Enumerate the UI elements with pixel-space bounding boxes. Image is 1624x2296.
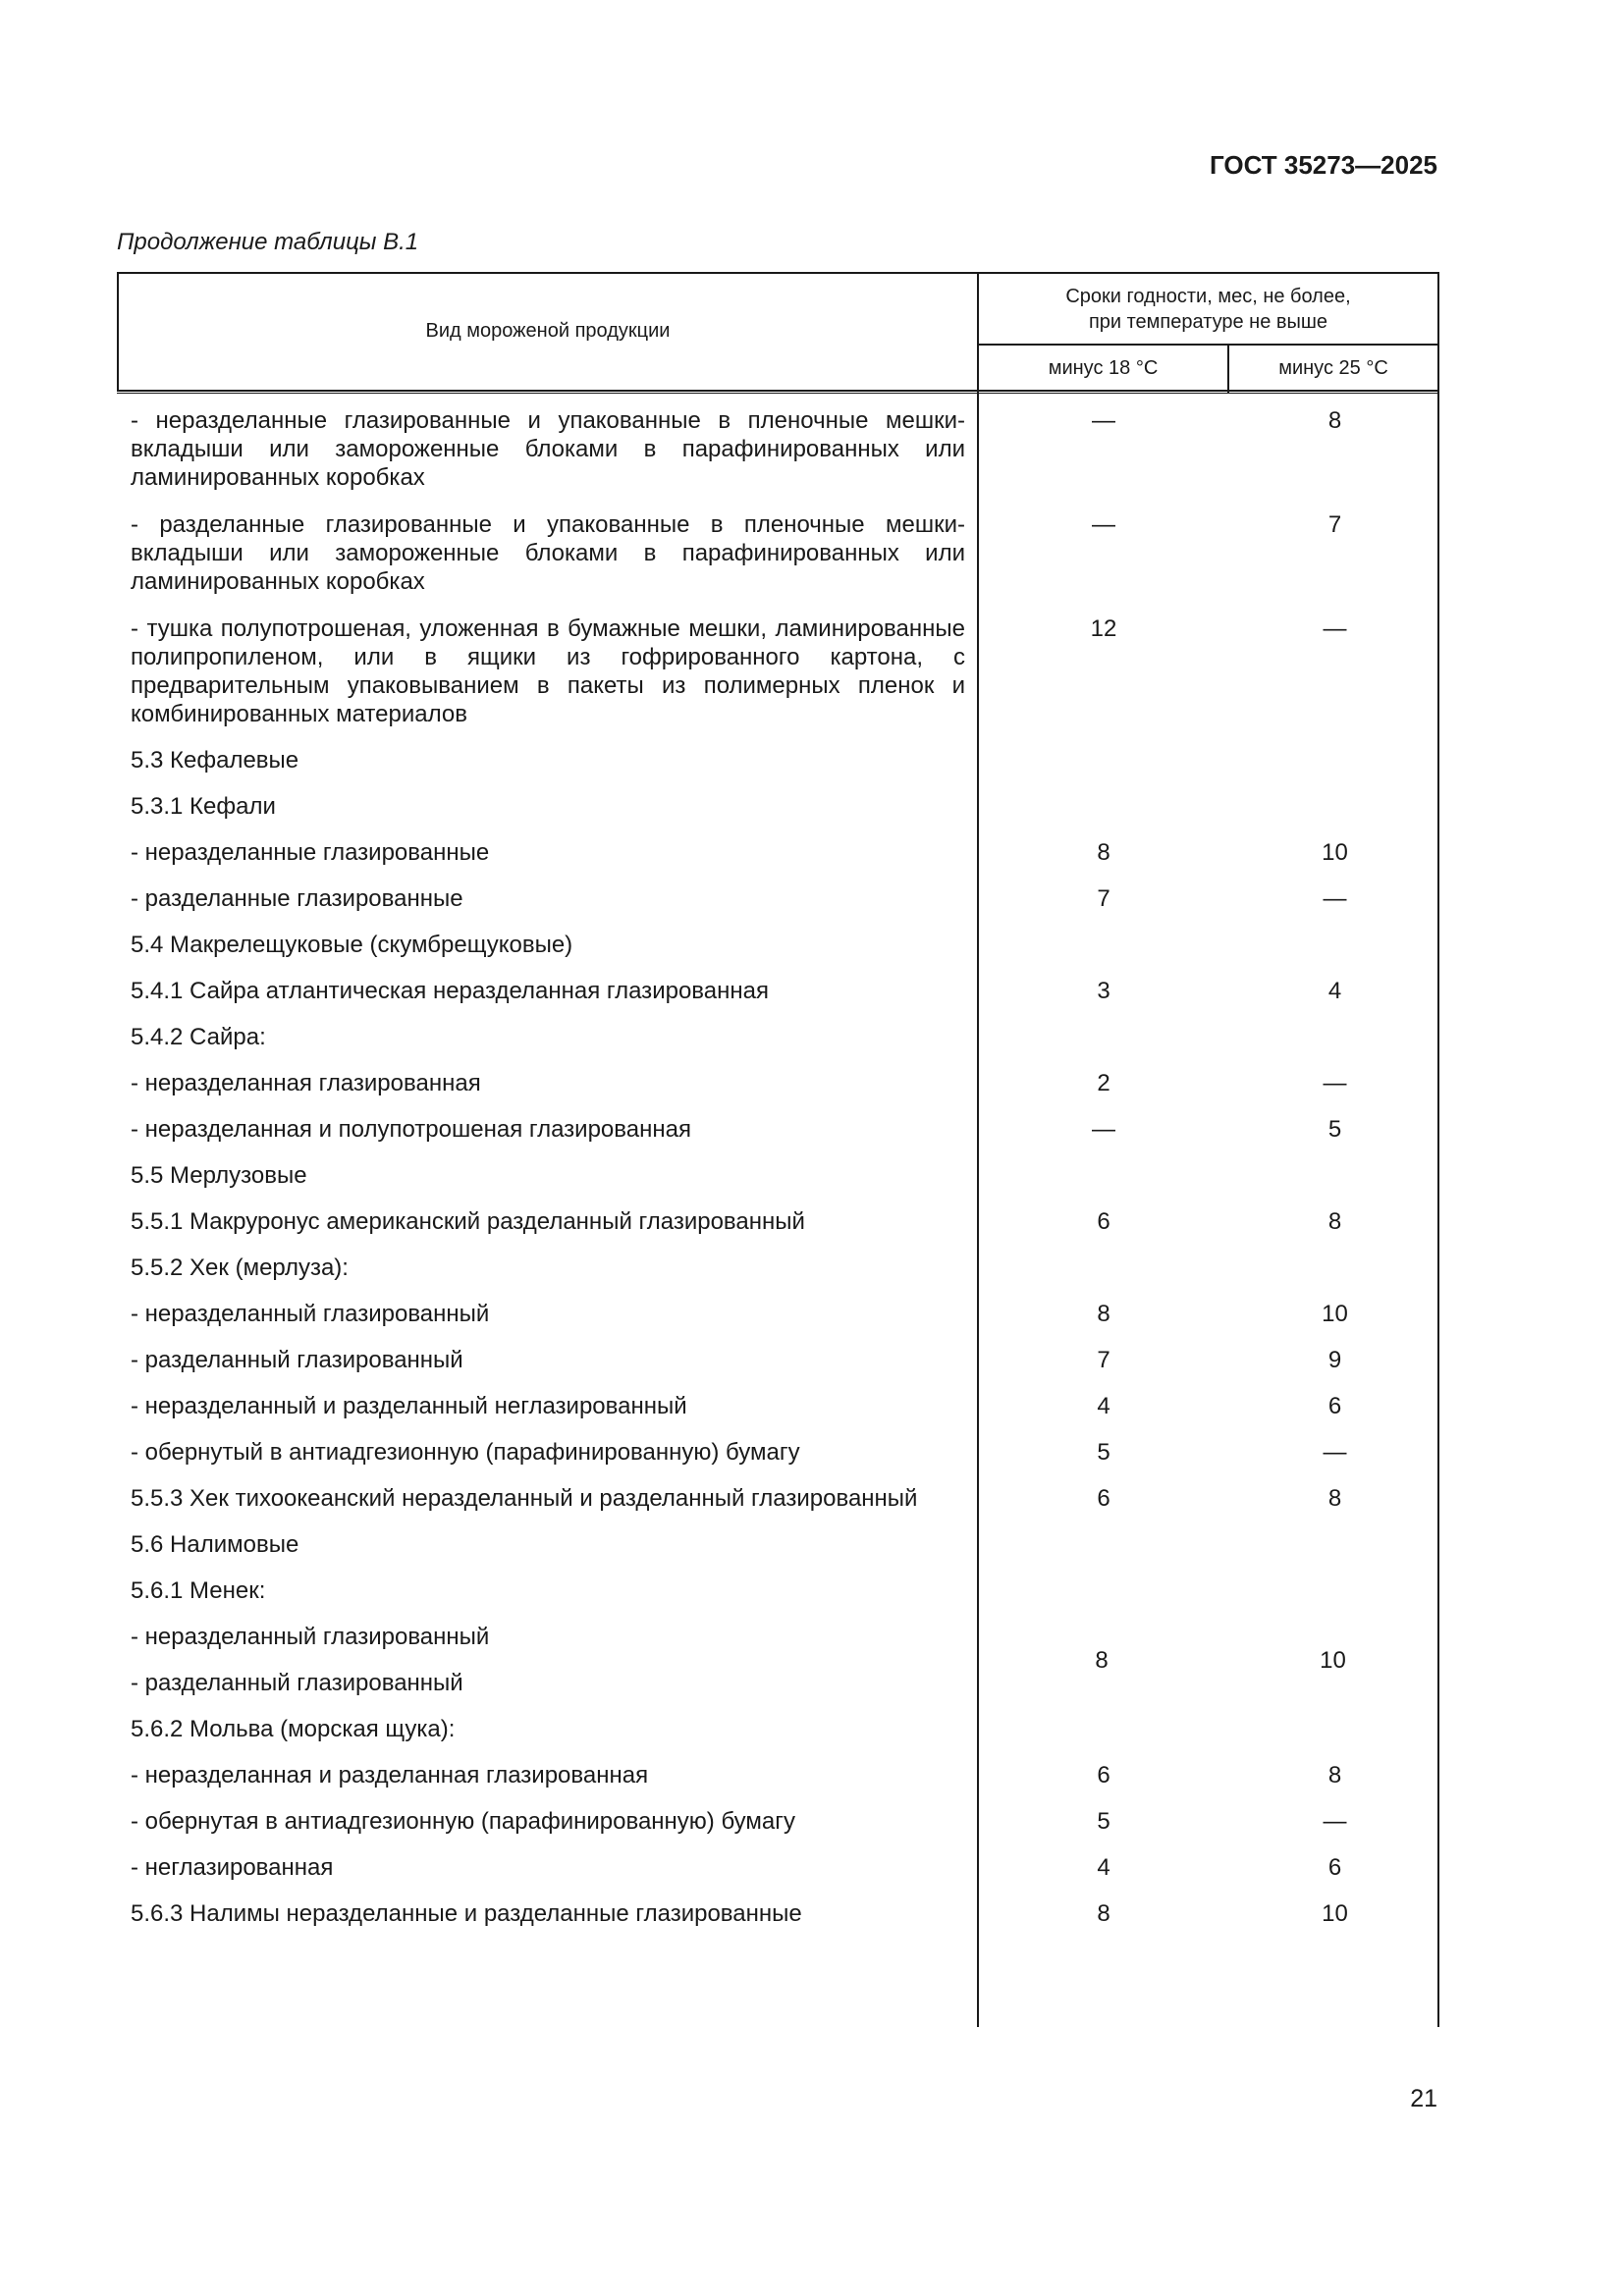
- shelf-life-minus-25-cell: 8: [1327, 1208, 1342, 1235]
- shelf-life-minus-25-cell: —: [1323, 1070, 1347, 1096]
- shelf-life-minus-25-cell: —: [1323, 1439, 1347, 1466]
- table-row: [117, 1882, 1439, 1928]
- product-name-cell: - неразделанная и разделанная глазированная: [131, 1762, 649, 1789]
- shelf-life-minus-18-cell: 5: [1097, 1439, 1110, 1466]
- period-header-divider: [977, 344, 1439, 346]
- shelf-life-minus-25-cell: 10: [1322, 1301, 1348, 1327]
- product-name-cell: 5.5 Мерлузовые: [131, 1162, 307, 1189]
- shelf-life-minus-18-cell: 8: [1097, 1301, 1110, 1327]
- header-product-kind: Вид мороженой продукции: [425, 319, 671, 342]
- product-name-cell: 5.6 Налимовые: [131, 1531, 299, 1558]
- table-row: [117, 774, 1439, 821]
- product-name-cell: - разделанные глазированные: [131, 885, 463, 912]
- shelf-life-minus-18-cell: 4: [1097, 1393, 1110, 1419]
- table-row: [117, 394, 1439, 492]
- shelf-life-minus-25-cell: 4: [1327, 978, 1342, 1004]
- product-name-cell: - неразделанный глазированный: [131, 1624, 490, 1650]
- shelf-life-minus-18-cell: 12: [1090, 615, 1117, 642]
- header-minus-18: минус 18 °С: [1048, 356, 1159, 379]
- product-name-cell: 5.4.2 Сайра:: [131, 1024, 266, 1050]
- table-row: [117, 1743, 1439, 1789]
- merged-row-group: [117, 1605, 1439, 1697]
- shelf-life-minus-18-cell: 7: [1097, 1347, 1110, 1373]
- table-row: [117, 1097, 1439, 1144]
- table-row: [117, 1051, 1439, 1097]
- table-row: [117, 1605, 977, 1651]
- table-row: [117, 1374, 1439, 1420]
- shelf-life-minus-25-cell: —: [1323, 1808, 1347, 1835]
- shelf-life-minus-18-cell: —: [1092, 407, 1115, 434]
- table-row: [117, 1836, 1439, 1882]
- table-row: [117, 728, 1439, 774]
- header-shelf-life-line2: при температуре не выше: [1088, 311, 1328, 333]
- shelf-life-minus-25-cell: 6: [1327, 1393, 1342, 1419]
- shelf-life-minus-25-cell: 10: [1320, 1646, 1346, 1674]
- product-name-cell: - неразделанный глазированный: [131, 1301, 490, 1327]
- standard-code: ГОСТ 35273—2025: [1210, 150, 1437, 180]
- table-row: [117, 1328, 1439, 1374]
- shelf-life-minus-18-cell: 8: [1097, 1900, 1110, 1927]
- shelf-life-minus-25-cell: 7: [1327, 511, 1342, 538]
- table-row: [117, 1651, 977, 1697]
- product-name-cell: 5.6.3 Налимы неразделанные и разделанные глазированные: [131, 1900, 802, 1927]
- shelf-life-minus-18-cell: —: [1092, 1116, 1115, 1143]
- product-name-cell: - неразделанные глазированные и упакованные в пленочные мешки-вкладыши или замороженные блоками в парафинированных или ламинированных коробках: [131, 407, 965, 491]
- shelf-life-minus-18-cell: 8: [1095, 1646, 1109, 1674]
- table-row: [117, 1513, 1439, 1559]
- shelf-life-minus-25-cell: 10: [1322, 1900, 1348, 1927]
- shelf-life-minus-25-cell: —: [1323, 885, 1347, 912]
- product-name-cell: - разделанный глазированный: [131, 1670, 463, 1696]
- shelf-life-minus-25-cell: 8: [1327, 407, 1342, 434]
- product-name-cell: 5.3.1 Кефали: [131, 793, 276, 820]
- table-row: [117, 492, 1439, 596]
- shelf-life-minus-25-cell: 5: [1327, 1116, 1342, 1143]
- product-name-cell: - разделанный глазированный: [131, 1347, 463, 1373]
- shelf-life-minus-25-cell: 10: [1322, 839, 1348, 866]
- product-name-cell: 5.3 Кефалевые: [131, 747, 299, 774]
- shelf-life-minus-18-cell: 8: [1097, 839, 1110, 866]
- product-name-cell: 5.4 Макрелещуковые (скумбрещуковые): [131, 932, 573, 958]
- product-name-cell: - неразделанные глазированные: [131, 839, 490, 866]
- shelf-life-minus-25-cell: 8: [1327, 1762, 1342, 1789]
- shelf-life-minus-25-cell: 8: [1327, 1485, 1342, 1512]
- shelf-life-minus-25-cell: 9: [1327, 1347, 1342, 1373]
- product-name-cell: - неглазированная: [131, 1854, 334, 1881]
- table-row: [117, 1190, 1439, 1236]
- shelf-life-minus-25-cell: 6: [1327, 1854, 1342, 1881]
- product-name-cell: 5.6.2 Мольва (морская щука):: [131, 1716, 456, 1742]
- shelf-life-minus-18-cell: 6: [1097, 1762, 1110, 1789]
- product-name-cell: - неразделанный и разделанный неглазированный: [131, 1393, 687, 1419]
- product-name-cell: 5.5.1 Макруронус американский разделанный глазированный: [131, 1208, 805, 1235]
- shelf-life-minus-18-cell: 2: [1097, 1070, 1110, 1096]
- product-name-cell: - обернутая в антиадгезионную (парафинированную) бумагу: [131, 1808, 796, 1835]
- table-row: [117, 1282, 1439, 1328]
- table-row: [117, 821, 1439, 867]
- table-row: [117, 959, 1439, 1005]
- product-name-cell: - неразделанная глазированная: [131, 1070, 481, 1096]
- shelf-life-minus-18-cell: 4: [1097, 1854, 1110, 1881]
- shelf-life-minus-18-cell: 3: [1097, 978, 1110, 1004]
- product-name-cell: 5.5.2 Хек (мерлуза):: [131, 1255, 349, 1281]
- table-row: [117, 1789, 1439, 1836]
- shelf-life-minus-18-cell: 6: [1097, 1208, 1110, 1235]
- product-name-cell: - тушка полупотрошеная, уложенная в бумажные мешки, ламинированные полипропиленом, или в ящики из гофрированного картона, с предварительным упаковыванием в пакеты из полимерных пленок и комбинированных материалов: [131, 615, 965, 727]
- product-name-cell: - обернутый в антиадгезионную (парафинированную) бумагу: [131, 1439, 800, 1466]
- table-row: [117, 1144, 1439, 1190]
- table-row: [117, 867, 1439, 913]
- table-row: [117, 1467, 1439, 1513]
- shelf-life-minus-18-cell: 7: [1097, 885, 1110, 912]
- shelf-life-minus-18-cell: —: [1092, 511, 1115, 538]
- table-row: [117, 913, 1439, 959]
- product-name-cell: - неразделанная и полупотрошеная глазированная: [131, 1116, 691, 1143]
- table-row: [117, 596, 1439, 728]
- product-name-cell: 5.6.1 Менек:: [131, 1577, 266, 1604]
- table-row: [117, 1697, 1439, 1743]
- table-caption: Продолжение таблицы В.1: [117, 229, 419, 255]
- product-name-cell: - разделанные глазированные и упакованные в пленочные мешки-вкладыши или замороженные блоками в парафинированных или ламинированных коробках: [131, 511, 965, 595]
- table-row: [117, 1420, 1439, 1467]
- header-shelf-life-line1: Сроки годности, мес, не более,: [1065, 286, 1351, 307]
- header-shelf-life: [979, 284, 1437, 339]
- product-name-cell: 5.4.1 Сайра атлантическая неразделанная глазированная: [131, 978, 769, 1004]
- table-body: [117, 394, 1439, 1928]
- table-row: [117, 1005, 1439, 1051]
- shelf-life-minus-18-cell: 5: [1097, 1808, 1110, 1835]
- shelf-life-minus-25-cell: —: [1323, 615, 1347, 642]
- shelf-life-table: [117, 272, 1439, 2027]
- header-minus-25: минус 25 °С: [1278, 356, 1388, 379]
- shelf-life-minus-18-cell: 6: [1097, 1485, 1110, 1512]
- table-row: [117, 1559, 1439, 1605]
- product-name-cell: 5.5.3 Хек тихоокеанский неразделанный и разделанный глазированный: [131, 1485, 918, 1512]
- page-number: 21: [1410, 2085, 1437, 2112]
- header-divider: [117, 390, 1439, 392]
- table-row: [117, 1236, 1439, 1282]
